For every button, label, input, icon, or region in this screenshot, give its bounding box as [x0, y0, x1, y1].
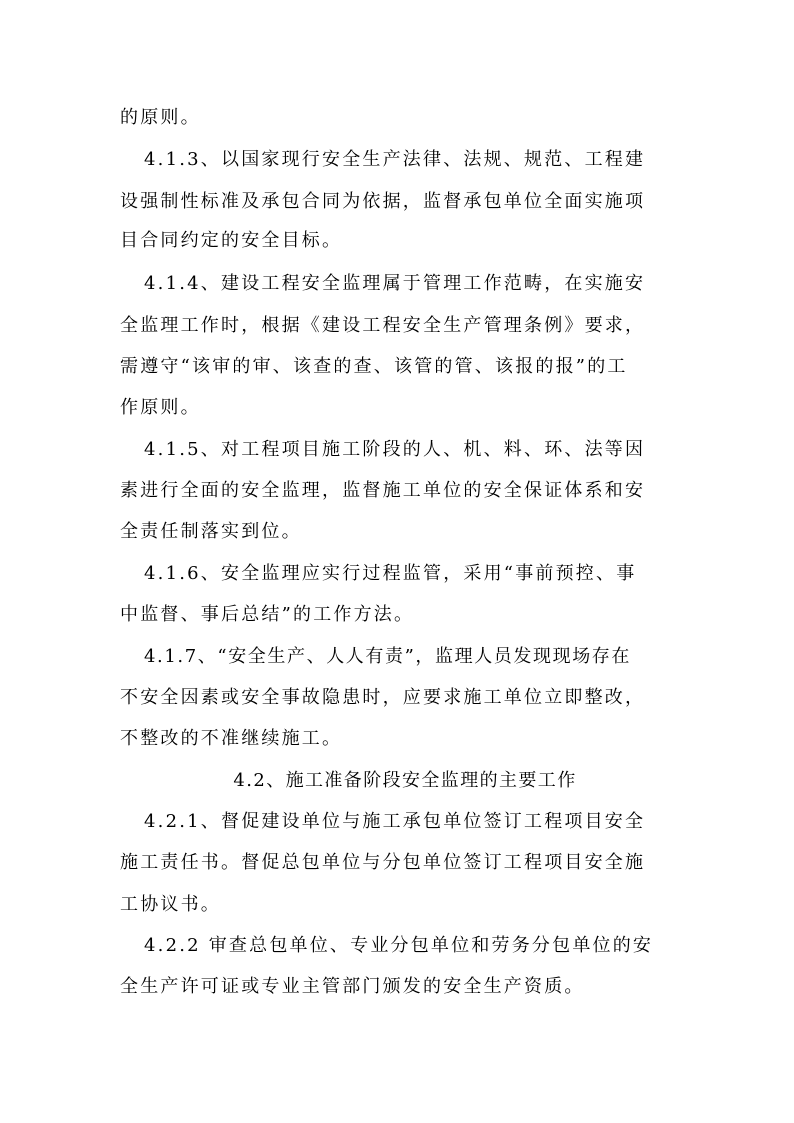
clause-4-1-5: 4.1.5、对工程项目施工阶段的人、机、料、环、法等因: [144, 439, 646, 460]
text-line-4: 目合同约定的安全目标。: [120, 230, 343, 251]
text-line-8: 作原则。: [120, 397, 201, 418]
clause-4-1-6: 4.1.6、安全监理应实行过程监管，采用“事前预控、事: [144, 563, 637, 584]
text-line-15: 不安全因素或安全事故隐患时，应要求施工单位立即整改，: [120, 687, 646, 708]
text-line-11: 全责任制落实到位。: [120, 521, 302, 542]
text-line-19: 施工责任书。督促总包单位与分包单位签订工程项目安全施: [120, 852, 646, 873]
clause-4-1-3: 4.1.3、以国家现行安全生产法律、法规、规范、工程建: [144, 149, 646, 170]
text-line-13: 中监督、事后总结”的工作方法。: [120, 604, 415, 625]
text-line-1: 的原则。: [120, 107, 201, 128]
text-line-22: 全生产许可证或专业主管部门颁发的安全生产资质。: [120, 976, 585, 997]
text-line-10: 素进行全面的安全监理，监督施工单位的安全保证体系和安: [120, 480, 646, 501]
text-line-7: 需遵守“该审的审、该查的查、该管的管、该报的报”的工: [120, 356, 628, 377]
text-line-16: 不整改的不准继续施工。: [120, 728, 343, 749]
text-line-3: 设强制性标准及承包合同为依据，监督承包单位全面实施项: [120, 191, 646, 212]
text-line-20: 工协议书。: [120, 894, 221, 915]
section-heading-4-2: 4.2、施工准备阶段安全监理的主要工作: [233, 770, 577, 791]
clause-4-1-7: 4.1.7、“安全生产、人人有责”，监理人员发现现场存在: [144, 646, 632, 667]
clause-4-1-4: 4.1.4、建设工程安全监理属于管理工作范畴，在实施安: [144, 273, 646, 294]
text-line-6: 全监理工作时，根据《建设工程安全生产管理条例》要求，: [120, 315, 646, 336]
clause-4-2-2: 4.2.2 审查总包单位、专业分包单位和劳务分包单位的安: [144, 935, 654, 956]
clause-4-2-1: 4.2.1、督促建设单位与施工承包单位签订工程项目安全: [144, 811, 646, 832]
